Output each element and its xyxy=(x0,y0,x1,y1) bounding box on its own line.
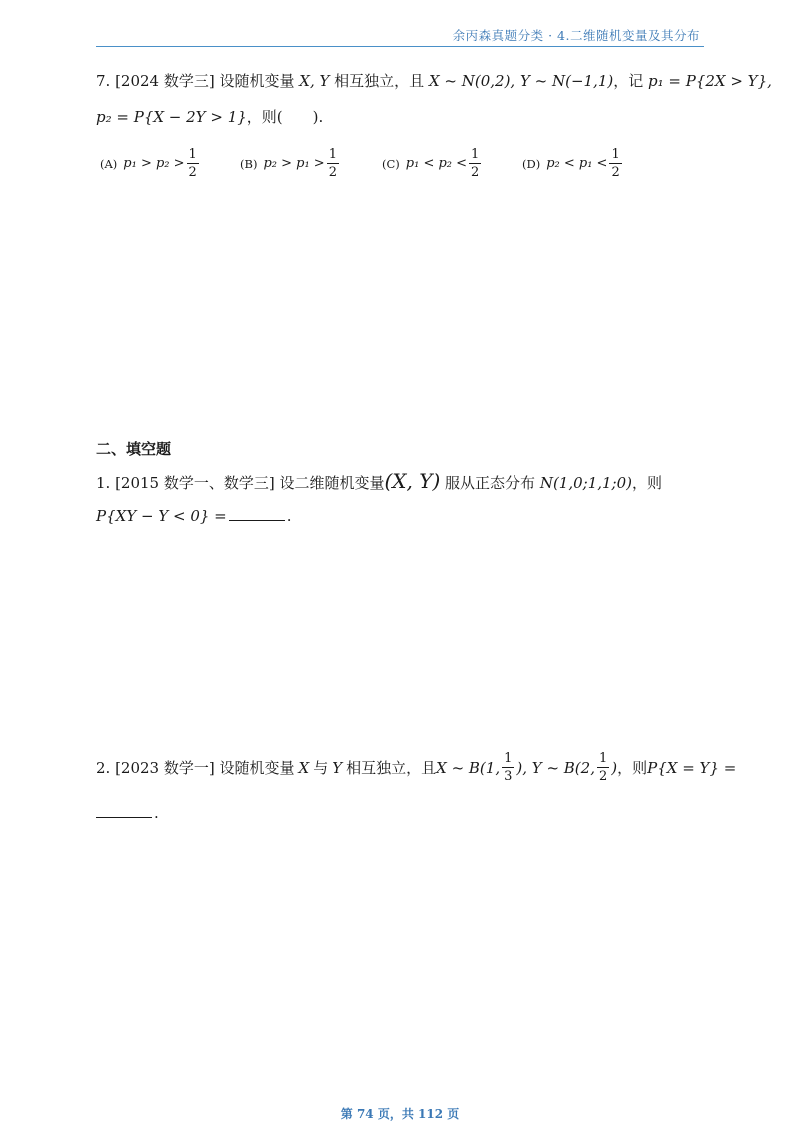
q7-option-a[interactable] xyxy=(100,148,201,179)
f2-frac2-num: 1 xyxy=(598,751,608,766)
f1-answer-blank[interactable] xyxy=(229,506,285,521)
question-7-line-2 xyxy=(96,106,323,128)
f1-tail: ，则 xyxy=(632,474,663,492)
q7-p1: p₁ = P{2X > Y}, xyxy=(648,72,772,90)
option-d-num: 1 xyxy=(611,147,620,162)
option-c-label: (C) xyxy=(382,156,400,171)
option-b-fraction xyxy=(327,148,339,179)
f1-mid: 服从正态分布 xyxy=(440,474,540,492)
q7-condition: X ~ N(0,2), Y ~ N(−1,1) xyxy=(428,72,614,90)
f2-frac2-den: 2 xyxy=(598,769,608,784)
f2-and: 与 xyxy=(313,758,329,777)
f2-prefix: 2. [2023 数学一] 设随机变量 xyxy=(96,758,295,777)
f2-frac-one-third xyxy=(502,752,514,783)
f1-end: . xyxy=(286,507,292,525)
section-fill-in-title: 二、填空题 xyxy=(96,440,172,458)
option-c-num: 1 xyxy=(471,147,480,162)
f2-expression: P{X = Y} = xyxy=(647,758,737,777)
fill-2-line-2 xyxy=(96,802,159,824)
f2-tail: ，则 xyxy=(617,758,648,777)
option-a-label: (A) xyxy=(100,156,118,171)
question-7-line-1 xyxy=(96,70,772,92)
option-d-label: (D) xyxy=(522,156,541,171)
option-a-expr: p₁ > p₂ > xyxy=(123,156,185,171)
f2-end: . xyxy=(154,804,159,822)
option-a-num: 1 xyxy=(188,147,197,162)
fill-1-line-2 xyxy=(96,505,292,527)
q7-tail: ，则( ). xyxy=(246,108,324,126)
f2-dist2-start: ), Y ~ B(2, xyxy=(516,758,595,777)
header-title: 余丙森真题分类 · 4.二维随机变量及其分布 xyxy=(452,28,700,43)
f2-dist2-end: ) xyxy=(611,758,618,777)
q7-prefix: 7. [2024 数学三] 设随机变量 xyxy=(96,72,295,90)
q7-p2: p₂ = P{X − 2Y > 1} xyxy=(96,108,247,126)
page-header xyxy=(96,24,704,47)
option-c-den: 2 xyxy=(471,165,480,180)
f2-frac1-num: 1 xyxy=(504,751,513,766)
option-c-expr: p₁ < p₂ < xyxy=(405,156,468,171)
option-b-den: 2 xyxy=(328,165,337,180)
option-b-num: 1 xyxy=(328,147,337,162)
f1-distribution: N(1,0;1,1;0) xyxy=(539,474,633,492)
q7-mid2: ，记 xyxy=(613,72,648,90)
q7-option-d[interactable] xyxy=(522,148,624,179)
f2-dist1-start: X ~ B(1, xyxy=(436,758,501,777)
f2-y: Y xyxy=(332,758,343,777)
f1-vars: (X, Y) xyxy=(384,469,441,493)
option-a-den: 2 xyxy=(188,165,197,180)
f2-answer-blank[interactable] xyxy=(96,803,152,818)
option-b-label: (B) xyxy=(240,156,258,171)
f2-mid: 相互独立，且 xyxy=(346,758,437,777)
q7-option-b[interactable] xyxy=(240,148,341,179)
option-a-fraction xyxy=(187,148,199,179)
f2-frac1-den: 3 xyxy=(504,769,513,784)
f2-x: X xyxy=(298,758,310,777)
fill-2-line-1 xyxy=(96,752,736,783)
q7-option-c[interactable] xyxy=(382,148,483,179)
option-b-expr: p₂ > p₁ > xyxy=(263,156,325,171)
option-d-fraction xyxy=(609,148,621,179)
f1-prefix: 1. [2015 数学一、数学三] 设二维随机变量 xyxy=(96,474,385,492)
page-footer: 第 74 页，共 112 页 xyxy=(340,1107,460,1121)
option-d-den: 2 xyxy=(611,165,620,180)
q7-mid: 相互独立，且 xyxy=(329,72,429,90)
option-c-fraction xyxy=(469,148,481,179)
option-d-expr: p₂ < p₁ < xyxy=(546,156,608,171)
fill-1-line-1 xyxy=(96,470,662,494)
q7-vars: X, Y xyxy=(299,72,330,90)
f1-expression: P{XY − Y < 0} = xyxy=(96,507,227,525)
f2-frac-one-half xyxy=(597,752,609,783)
